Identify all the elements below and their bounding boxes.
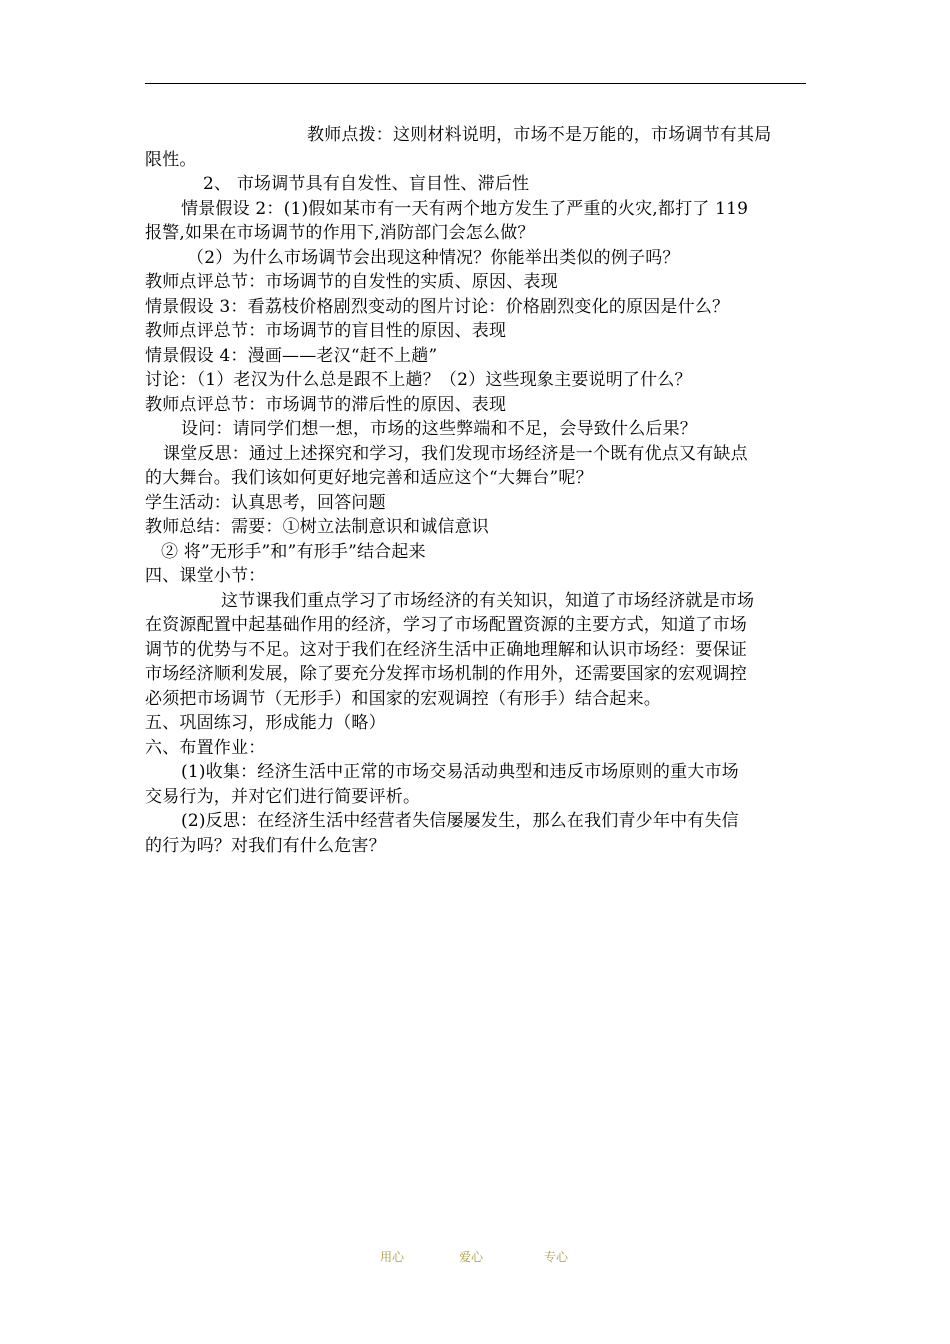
text-line: 教师总结：需要：①树立法制意识和诚信意识 bbox=[145, 517, 489, 537]
text-line: 报警,如果在市场调节的作用下,消防部门会怎么做？ bbox=[145, 223, 535, 243]
text-line: 的行为吗？对我们有什么危害？ bbox=[145, 835, 386, 856]
text-line: ② 将”无形手”和”有形手”结合起来 bbox=[161, 541, 426, 562]
text-line: 教师点评总节：市场调节的滞后性的原因、表现 bbox=[145, 394, 507, 415]
text-line: 调节的优势与不足。这对于我们在经济生活中正确地理解和认识市场经：要保证 bbox=[145, 639, 747, 660]
text-line: 讨论：（1）老汉为什么总是跟不上趟？（2）这些现象主要说明了什么？ bbox=[145, 370, 692, 390]
section-heading: 五、巩固练习，形成能力（略） bbox=[145, 713, 386, 733]
text-line: (1)收集：经济生活中正常的市场交易活动典型和违反市场原则的重大市场 bbox=[181, 762, 739, 782]
footer-item: 爱心 bbox=[459, 1250, 484, 1264]
text-line: 教师点拨：这则材料说明，市场不是万能的，市场调节有其局 bbox=[307, 125, 772, 145]
text-line: 市场经济顺利发展，除了要充分发挥市场机制的作用外，还需要国家的宏观调控 bbox=[145, 664, 747, 684]
text-line: 这节课我们重点学习了市场经济的有关知识，知道了市场经济就是市场 bbox=[221, 590, 755, 611]
text-line: 教师点评总节：市场调节的自发性的实质、原因、表现 bbox=[145, 272, 558, 292]
text-line: 2、 市场调节具有自发性、盲目性、滞后性 bbox=[203, 174, 530, 194]
footer-item: 用心 bbox=[380, 1250, 405, 1264]
section-heading: 四、课堂小节： bbox=[145, 566, 266, 586]
text-line: 课堂反思：通过上述探究和学习，我们发现市场经济是一个既有优点又有缺点 bbox=[163, 443, 748, 464]
footer-item: 专心 bbox=[544, 1250, 569, 1264]
text-line: 的大舞台。我们该如何更好地完善和适应这个“大舞台”呢？ bbox=[145, 468, 593, 488]
text-line: 情景假设 2：(1)假如某市有一天有两个地方发生了严重的火灾,都打了 119 bbox=[181, 198, 749, 219]
text-line: 学生活动：认真思考，回答问题 bbox=[145, 492, 386, 513]
text-line: 必须把市场调节（无形手）和国家的宏观调控（有形手）结合起来。 bbox=[145, 688, 661, 709]
text-line: 在资源配置中起基础作用的经济，学习了市场配置资源的主要方式，知道了市场 bbox=[145, 615, 747, 635]
text-line: 情景假设 3：看荔枝价格剧烈变动的图片讨论：价格剧烈变化的原因是什么？ bbox=[145, 296, 730, 317]
section-heading: 六、布置作业： bbox=[145, 737, 266, 758]
header-rule bbox=[145, 83, 806, 84]
text-line: 教师点评总节：市场调节的盲目性的原因、表现 bbox=[145, 321, 507, 341]
text-line: 交易行为，并对它们进行简要评析。 bbox=[145, 786, 421, 807]
text-line: （2）为什么市场调节会出现这种情况？你能举出类似的例子吗？ bbox=[187, 247, 680, 268]
text-line: 设问：请同学们想一想，市场的这些弊端和不足，会导致什么后果？ bbox=[181, 419, 697, 439]
document-body bbox=[145, 123, 808, 858]
text-line: (2)反思：在经济生活中经营者失信屡屡发生，那么在我们青少年中有失信 bbox=[181, 811, 739, 831]
text-line: 限性。 bbox=[145, 149, 197, 170]
text-line: 情景假设 4：漫画——老汉“赶不上趟” bbox=[145, 345, 438, 366]
